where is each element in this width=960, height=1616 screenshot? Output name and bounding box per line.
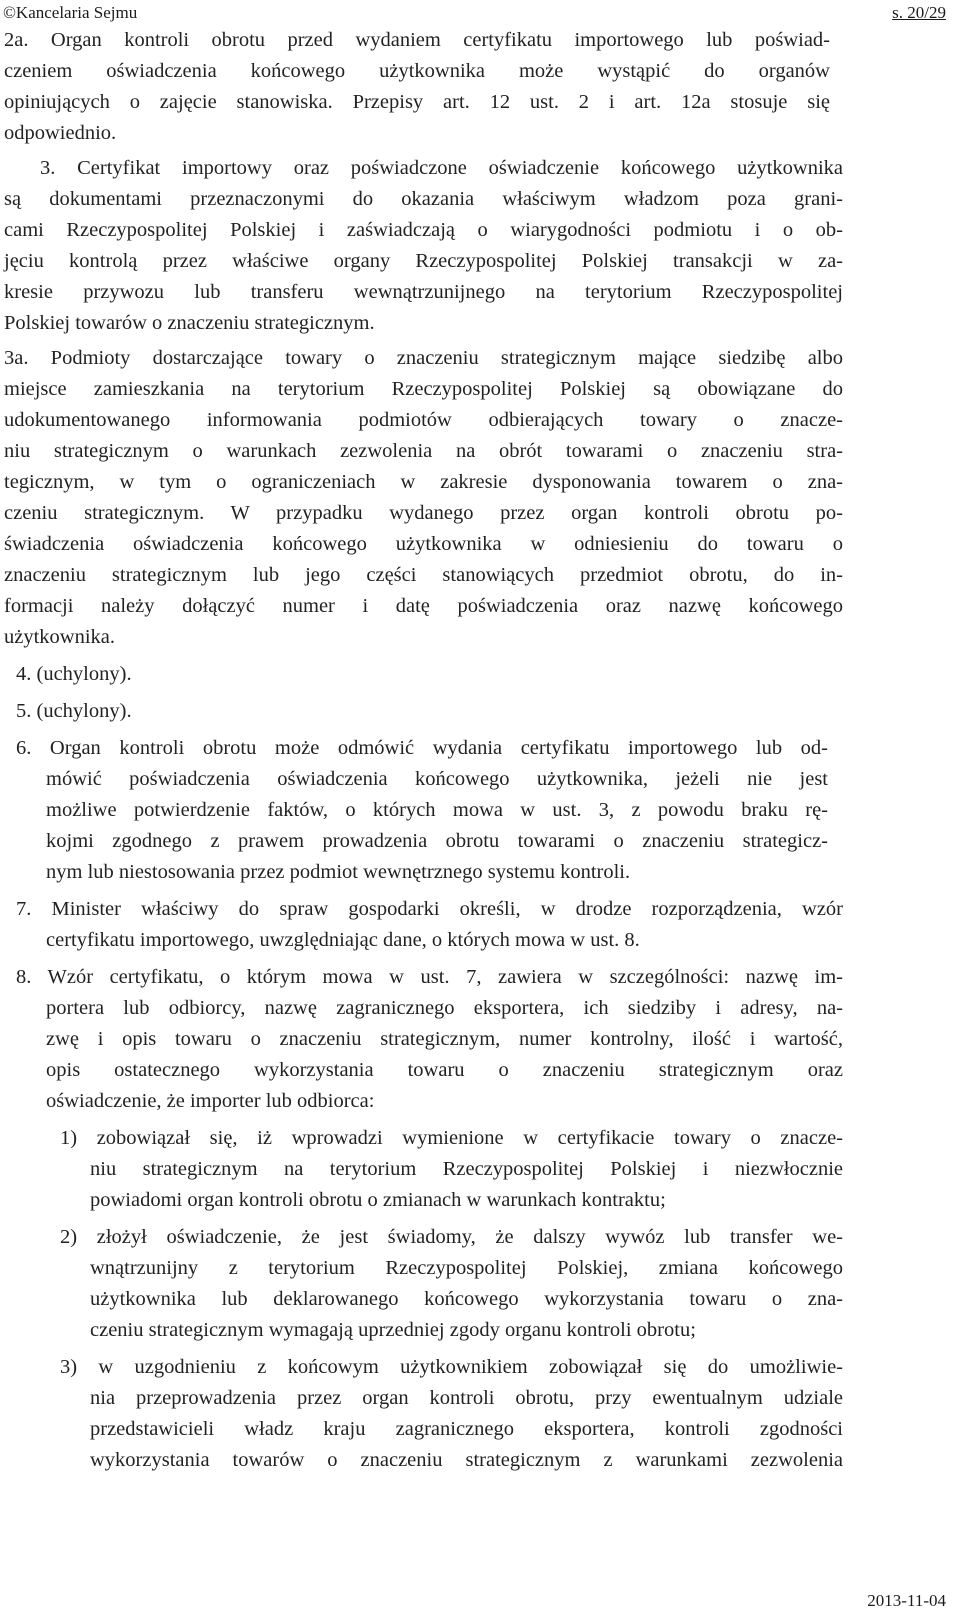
text-line: miejsce zamieszkania na terytorium Rzeczypospolitej Polskiej są obowiązane do bbox=[4, 378, 843, 400]
text-line: certyfikatu importowego, uwzględniając dane, o których mowa w ust. 8. bbox=[46, 929, 640, 951]
text-line: 3a. Podmioty dostarczające towary o znaczeniu strategicznym mające siedzibę albo bbox=[4, 347, 843, 369]
text-line: znaczeniu strategicznym lub jego części stanowiących przedmiot obrotu, do in- bbox=[4, 564, 843, 586]
text-line: czeniu strategicznym. W przypadku wydanego przez organ kontroli obrotu po- bbox=[4, 502, 843, 524]
text-line: 8. Wzór certyfikatu, o którym mowa w ust. 7, zawiera w szczególności: nazwę im- bbox=[16, 966, 843, 988]
text-line: użytkownika lub deklarowanego końcowego wykorzystania towaru o zna- bbox=[90, 1288, 843, 1310]
paragraph-6 bbox=[0, 733, 960, 888]
text-line: formacji należy dołączyć numer i datę poświadczenia oraz nazwę końcowego bbox=[4, 595, 843, 617]
text-line: nym lub niestosowania przez podmiot wewnętrznego systemu kontroli. bbox=[46, 861, 631, 883]
paragraph-2a bbox=[0, 25, 960, 149]
text-line: udokumentowanego informowania podmiotów odbierających towary o znacze- bbox=[4, 409, 843, 431]
text-line: nia przeprowadzenia przez organ kontroli obrotu, przy ewentualnym udziale bbox=[90, 1387, 843, 1409]
paragraph-3 bbox=[0, 153, 960, 339]
list-item-2 bbox=[0, 1222, 960, 1346]
text-line: użytkownika. bbox=[4, 626, 116, 648]
text-line: niu strategicznym o warunkach zezwolenia na obrót towarami o znaczeniu stra- bbox=[4, 440, 843, 462]
page-header bbox=[3, 2, 946, 24]
text-line: czeniem oświadczenia końcowego użytkownika może wystąpić do organów bbox=[4, 60, 830, 82]
text-line: odpowiednio. bbox=[4, 122, 117, 144]
text-line: są dokumentami przeznaczonymi do okazania właściwym władzom poza grani- bbox=[4, 188, 843, 210]
text-line: 4. (uchylony). bbox=[16, 663, 132, 685]
text-line: 2a. Organ kontroli obrotu przed wydaniem certyfikatu importowego lub poświad- bbox=[4, 29, 830, 51]
text-line: portera lub odbiorcy, nazwę zagranicznego eksportera, ich siedziby i adresy, na- bbox=[46, 997, 843, 1019]
page-number: s. 20/29 bbox=[892, 3, 946, 22]
text-line: kojmi zgodnego z prawem prowadzenia obrotu towarami o znaczeniu strategicz- bbox=[46, 830, 828, 852]
text-line: czeniu strategicznym wymagają uprzedniej zgody organu kontroli obrotu; bbox=[90, 1319, 696, 1341]
page-footer-date: 2013-11-04 bbox=[867, 1591, 946, 1610]
text-line: 2) złożył oświadczenie, że jest świadomy, że dalszy wywóz lub transfer we- bbox=[60, 1226, 843, 1248]
text-line: zwę i opis towaru o znaczeniu strategicznym, numer kontrolny, ilość i wartość, bbox=[46, 1028, 843, 1050]
paragraph-8 bbox=[0, 962, 960, 1117]
text-line: wnątrzunijny z terytorium Rzeczypospolitej Polskiej, zmiana końcowego bbox=[90, 1257, 843, 1279]
text-line: świadczenia oświadczenia końcowego użytkownika w odniesieniu do towaru o bbox=[4, 533, 843, 555]
text-line: 7. Minister właściwy do spraw gospodarki określi, w drodze rozporządzenia, wzór bbox=[16, 898, 843, 920]
text-line: jęciu kontrolą przez właściwe organy Rzeczypospolitej Polskiej transakcji w za- bbox=[4, 250, 843, 272]
text-line: niu strategicznym na terytorium Rzeczypospolitej Polskiej i niezwłocznie bbox=[90, 1158, 843, 1180]
text-line: powiadomi organ kontroli obrotu o zmianach w warunkach kontraktu; bbox=[90, 1189, 666, 1211]
copyright-notice: ©Kancelaria Sejmu bbox=[3, 3, 138, 22]
text-line: 3. Certyfikat importowy oraz poświadczone oświadczenie końcowego użytkownika bbox=[40, 157, 843, 179]
document-body bbox=[0, 25, 960, 1476]
text-line: Polskiej towarów o znaczeniu strategicznym. bbox=[4, 312, 375, 334]
text-line: możliwe potwierdzenie faktów, o których mowa w ust. 3, z powodu braku rę- bbox=[46, 799, 828, 821]
text-line: opis ostatecznego wykorzystania towaru o znaczeniu strategicznym oraz bbox=[46, 1059, 843, 1081]
list-item-1 bbox=[0, 1123, 960, 1216]
text-line: oświadczenie, że importer lub odbiorca: bbox=[46, 1090, 375, 1112]
paragraph-3a bbox=[0, 343, 960, 653]
paragraph-4 bbox=[0, 659, 960, 690]
text-line: 5. (uchylony). bbox=[16, 700, 132, 722]
text-line: 1) zobowiązał się, iż wprowadzi wymienione w certyfikacie towary o znacze- bbox=[60, 1127, 843, 1149]
text-line: 3) w uzgodnieniu z końcowym użytkownikiem zobowiązał się do umożliwie- bbox=[60, 1356, 843, 1378]
paragraph-7 bbox=[0, 894, 960, 956]
text-line: kresie przywozu lub transferu wewnątrzunijnego na terytorium Rzeczypospolitej bbox=[4, 281, 843, 303]
paragraph-5 bbox=[0, 696, 960, 727]
text-line: 6. Organ kontroli obrotu może odmówić wydania certyfikatu importowego lub od- bbox=[16, 737, 828, 759]
list-item-3 bbox=[0, 1352, 960, 1476]
text-line: wykorzystania towarów o znaczeniu strategicznym z warunkami zezwolenia bbox=[90, 1449, 843, 1471]
text-line: tegicznym, w tym o ograniczeniach w zakresie dysponowania towarem o zna- bbox=[4, 471, 843, 493]
text-line: mówić poświadczenia oświadczenia końcowego użytkownika, jeżeli nie jest bbox=[46, 768, 828, 790]
text-line: cami Rzeczypospolitej Polskiej i zaświadczają o wiarygodności podmiotu i o ob- bbox=[4, 219, 843, 241]
text-line: opiniujących o zajęcie stanowiska. Przepisy art. 12 ust. 2 i art. 12a stosuje się bbox=[4, 91, 830, 113]
text-line: przedstawicieli władz kraju zagranicznego eksportera, kontroli zgodności bbox=[90, 1418, 843, 1440]
